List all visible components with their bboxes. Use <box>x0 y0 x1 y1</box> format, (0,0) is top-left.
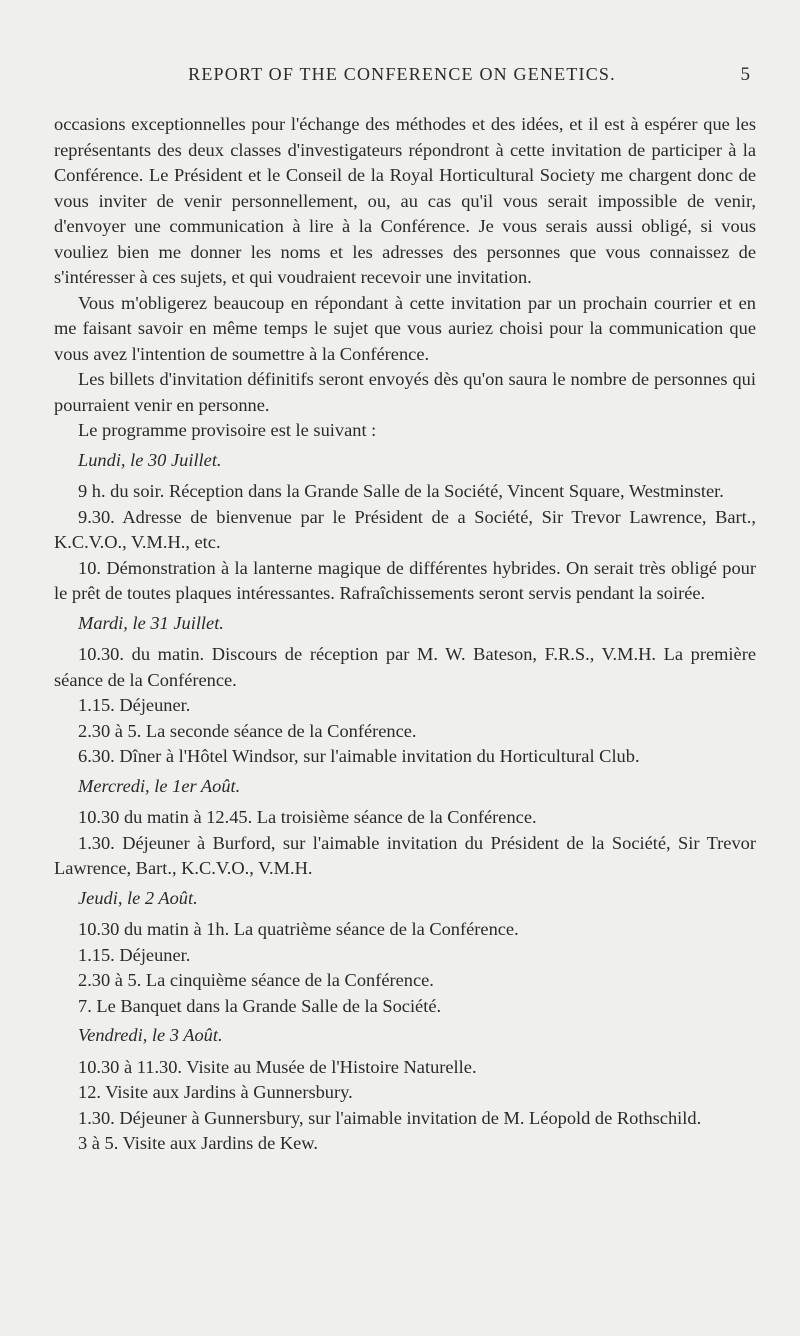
paragraph: 2.30 à 5. La cinquième séance de la Conférence. <box>78 970 434 990</box>
paragraph: 10.30 à 11.30. Visite au Musée de l'Histoire Naturelle. <box>78 1056 477 1077</box>
paragraph: 7. Le Banquet dans la Grande Salle de la Société. <box>78 995 442 1016</box>
day-heading: Lundi, le 30 Juillet. <box>78 449 222 470</box>
paragraph: 9 h. du soir. Réception dans la Grande Salle de la Société, Vincent Square, Westminster. <box>78 481 724 501</box>
day-heading: Mardi, le 31 Juillet. <box>78 612 224 633</box>
paragraph: 1.15. Déjeuner. <box>78 695 191 715</box>
page-number: 5 <box>740 64 750 85</box>
paragraph: 1.30. Déjeuner à Burford, sur l'aimable invitation du Président de la Société, Sir Trevor Lawrence, Bart., K.C.V.O., V.M.H. <box>54 832 756 878</box>
paragraph: 1.15. Déjeuner. <box>78 944 191 965</box>
day-heading: Vendredi, le 3 Août. <box>78 1025 223 1045</box>
paragraph: 10.30. du matin. Discours de réception par M. W. Bateson, F.R.S., V.M.H. La première séance de la Conférence. <box>54 644 756 690</box>
body-text <box>54 112 756 1157</box>
day-heading: Jeudi, le 2 Août. <box>78 887 198 908</box>
paragraph: 10.30 du matin à 12.45. La troisième séance de la Conférence. <box>78 807 537 827</box>
paragraph: 3 à 5. Visite aux Jardins de Kew. <box>78 1133 318 1153</box>
paragraph: occasions exceptionnelles pour l'échange des méthodes et des idées, et il est à espérer que les représentants des deux classes d'investigateurs répondront à cette invitation de participer à la Conférence. Le Président et le Conseil de la Royal Horticultural Society me chargent donc de vous inviter de venir personnellement, ou, au cas qu'il vous serait impossible de venir, d'envoyer une communication à lire à la Conférence. Je vous serais aussi obligé, si vous vouliez bien me donner les noms et les adresses des personnes que vous connaissez de s'intéresser à ces sujets, et qui voudraient recevoir une invitation. <box>54 114 756 287</box>
paragraph: 9.30. Adresse de bienvenue par le Président de a Société, Sir Trevor Lawrence, Bart., K.C.V.O., V.M.H., etc. <box>54 506 756 552</box>
paragraph: 1.30. Déjeuner à Gunnersbury, sur l'aimable invitation de M. Léopold de Rothschild. <box>78 1107 702 1128</box>
running-head: REPORT OF THE CONFERENCE ON GENETICS. <box>188 64 616 84</box>
paragraph: 10. Démonstration à la lanterne magique de différentes hybrides. On serait très obligé pour le prêt de toutes plaques intéressantes. Rafraîchissements seront servis pendant la soirée. <box>54 557 756 603</box>
paragraph: 10.30 du matin à 1h. La quatrième séance de la Conférence. <box>78 919 519 939</box>
day-heading: Mercredi, le 1er Août. <box>78 775 241 796</box>
paragraph: Vous m'obligerez beaucoup en répondant à cette invitation par un prochain courrier et en me faisant savoir en même temps le sujet que vous auriez choisi pour la communication que vous avez l'intention de soumettre à la Conférence. <box>54 292 756 364</box>
paragraph: 2.30 à 5. La seconde séance de la Conférence. <box>78 720 417 741</box>
page-header <box>52 64 752 94</box>
paragraph: Les billets d'invitation définitifs seront envoyés dès qu'on saura le nombre de personnes qui pourraient venir en personne. <box>54 369 756 415</box>
paragraph: 6.30. Dîner à l'Hôtel Windsor, sur l'aimable invitation du Horticultural Club. <box>78 746 640 766</box>
paragraph: Le programme provisoire est le suivant : <box>78 420 377 440</box>
paragraph: 12. Visite aux Jardins à Gunnersbury. <box>78 1082 353 1102</box>
